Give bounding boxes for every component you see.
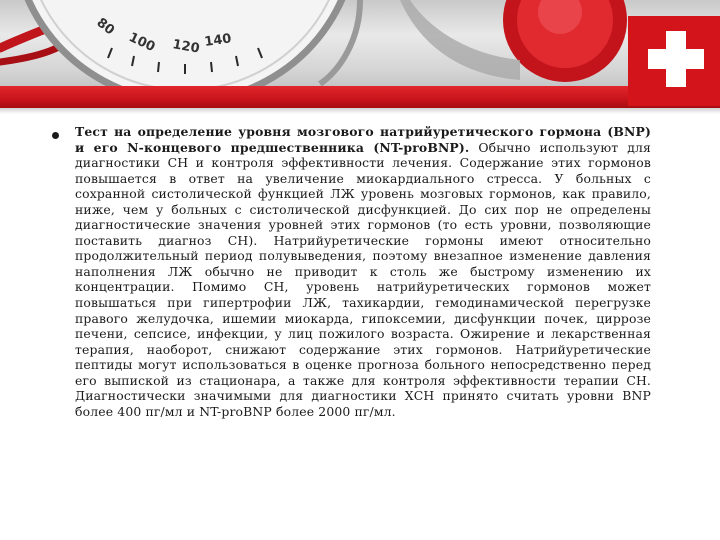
gauge-number: 100 — [126, 30, 158, 56]
gauge-number: 120 — [171, 37, 201, 57]
header-red-band — [0, 86, 720, 108]
stethoscope-gauge-illustration — [0, 0, 720, 100]
slide-content — [52, 124, 652, 419]
bullet-icon — [52, 132, 59, 139]
body-text: Обычно используют для диагностики СН и контроля эффективности лечения. Содержание этих гормонов повышается в ответ на увеличение миокардиального стресса. У больных с сохранной систолической функцией ЛЖ уровень мозговых гормонов, как правило, ниже, чем у больных с систолической дисфункцией. До сих пор не определены диагностические значения уровней этих гормонов (то есть уровни, позволяющие поставить диагноз СН). Натрийуретические гормоны имеют относительно продолжительный период полувыведения, поэтому внезапное изменение давления наполнения ЛЖ обычно не приводит к столь же быстрому изменению их концентрации. Помимо СН, уровень натрийуретических гормонов может повышаться при гипертрофии ЛЖ, тахикардии, гемодинамической перегрузке правого желудочка, ишемии миокарда, гипоксемии, дисфункции почек, циррозе печени, сепсисе, инфекции, у лиц пожилого возраста. Ожирение и лекарственная терапия, наоборот, снижают содержание этих гормонов. Натрийуретические пептиды могут использоваться в оценке прогноза больного непосредственно перед его выпиской из стационара, а также для контроля эффективности терапии СН. Диагностически значимыми для диагностики ХСН принято считать уровни BNP более 400 пг/мл и NT-proBNP более 2000 пг/мл. — [75, 139, 651, 419]
header-banner — [0, 0, 720, 100]
body-paragraph — [75, 124, 651, 419]
gauge-number: 140 — [203, 31, 233, 50]
bullet-item — [52, 124, 652, 419]
bold-lead: Тест на определение уровня мозгового натрийуретического гормона (BNP) и его N-концевого предшественника (NT-proBNP). — [75, 124, 651, 155]
medical-cross-icon-vertical — [666, 31, 686, 87]
gauge-number: 80 — [93, 15, 118, 39]
band-shadow — [0, 108, 720, 114]
